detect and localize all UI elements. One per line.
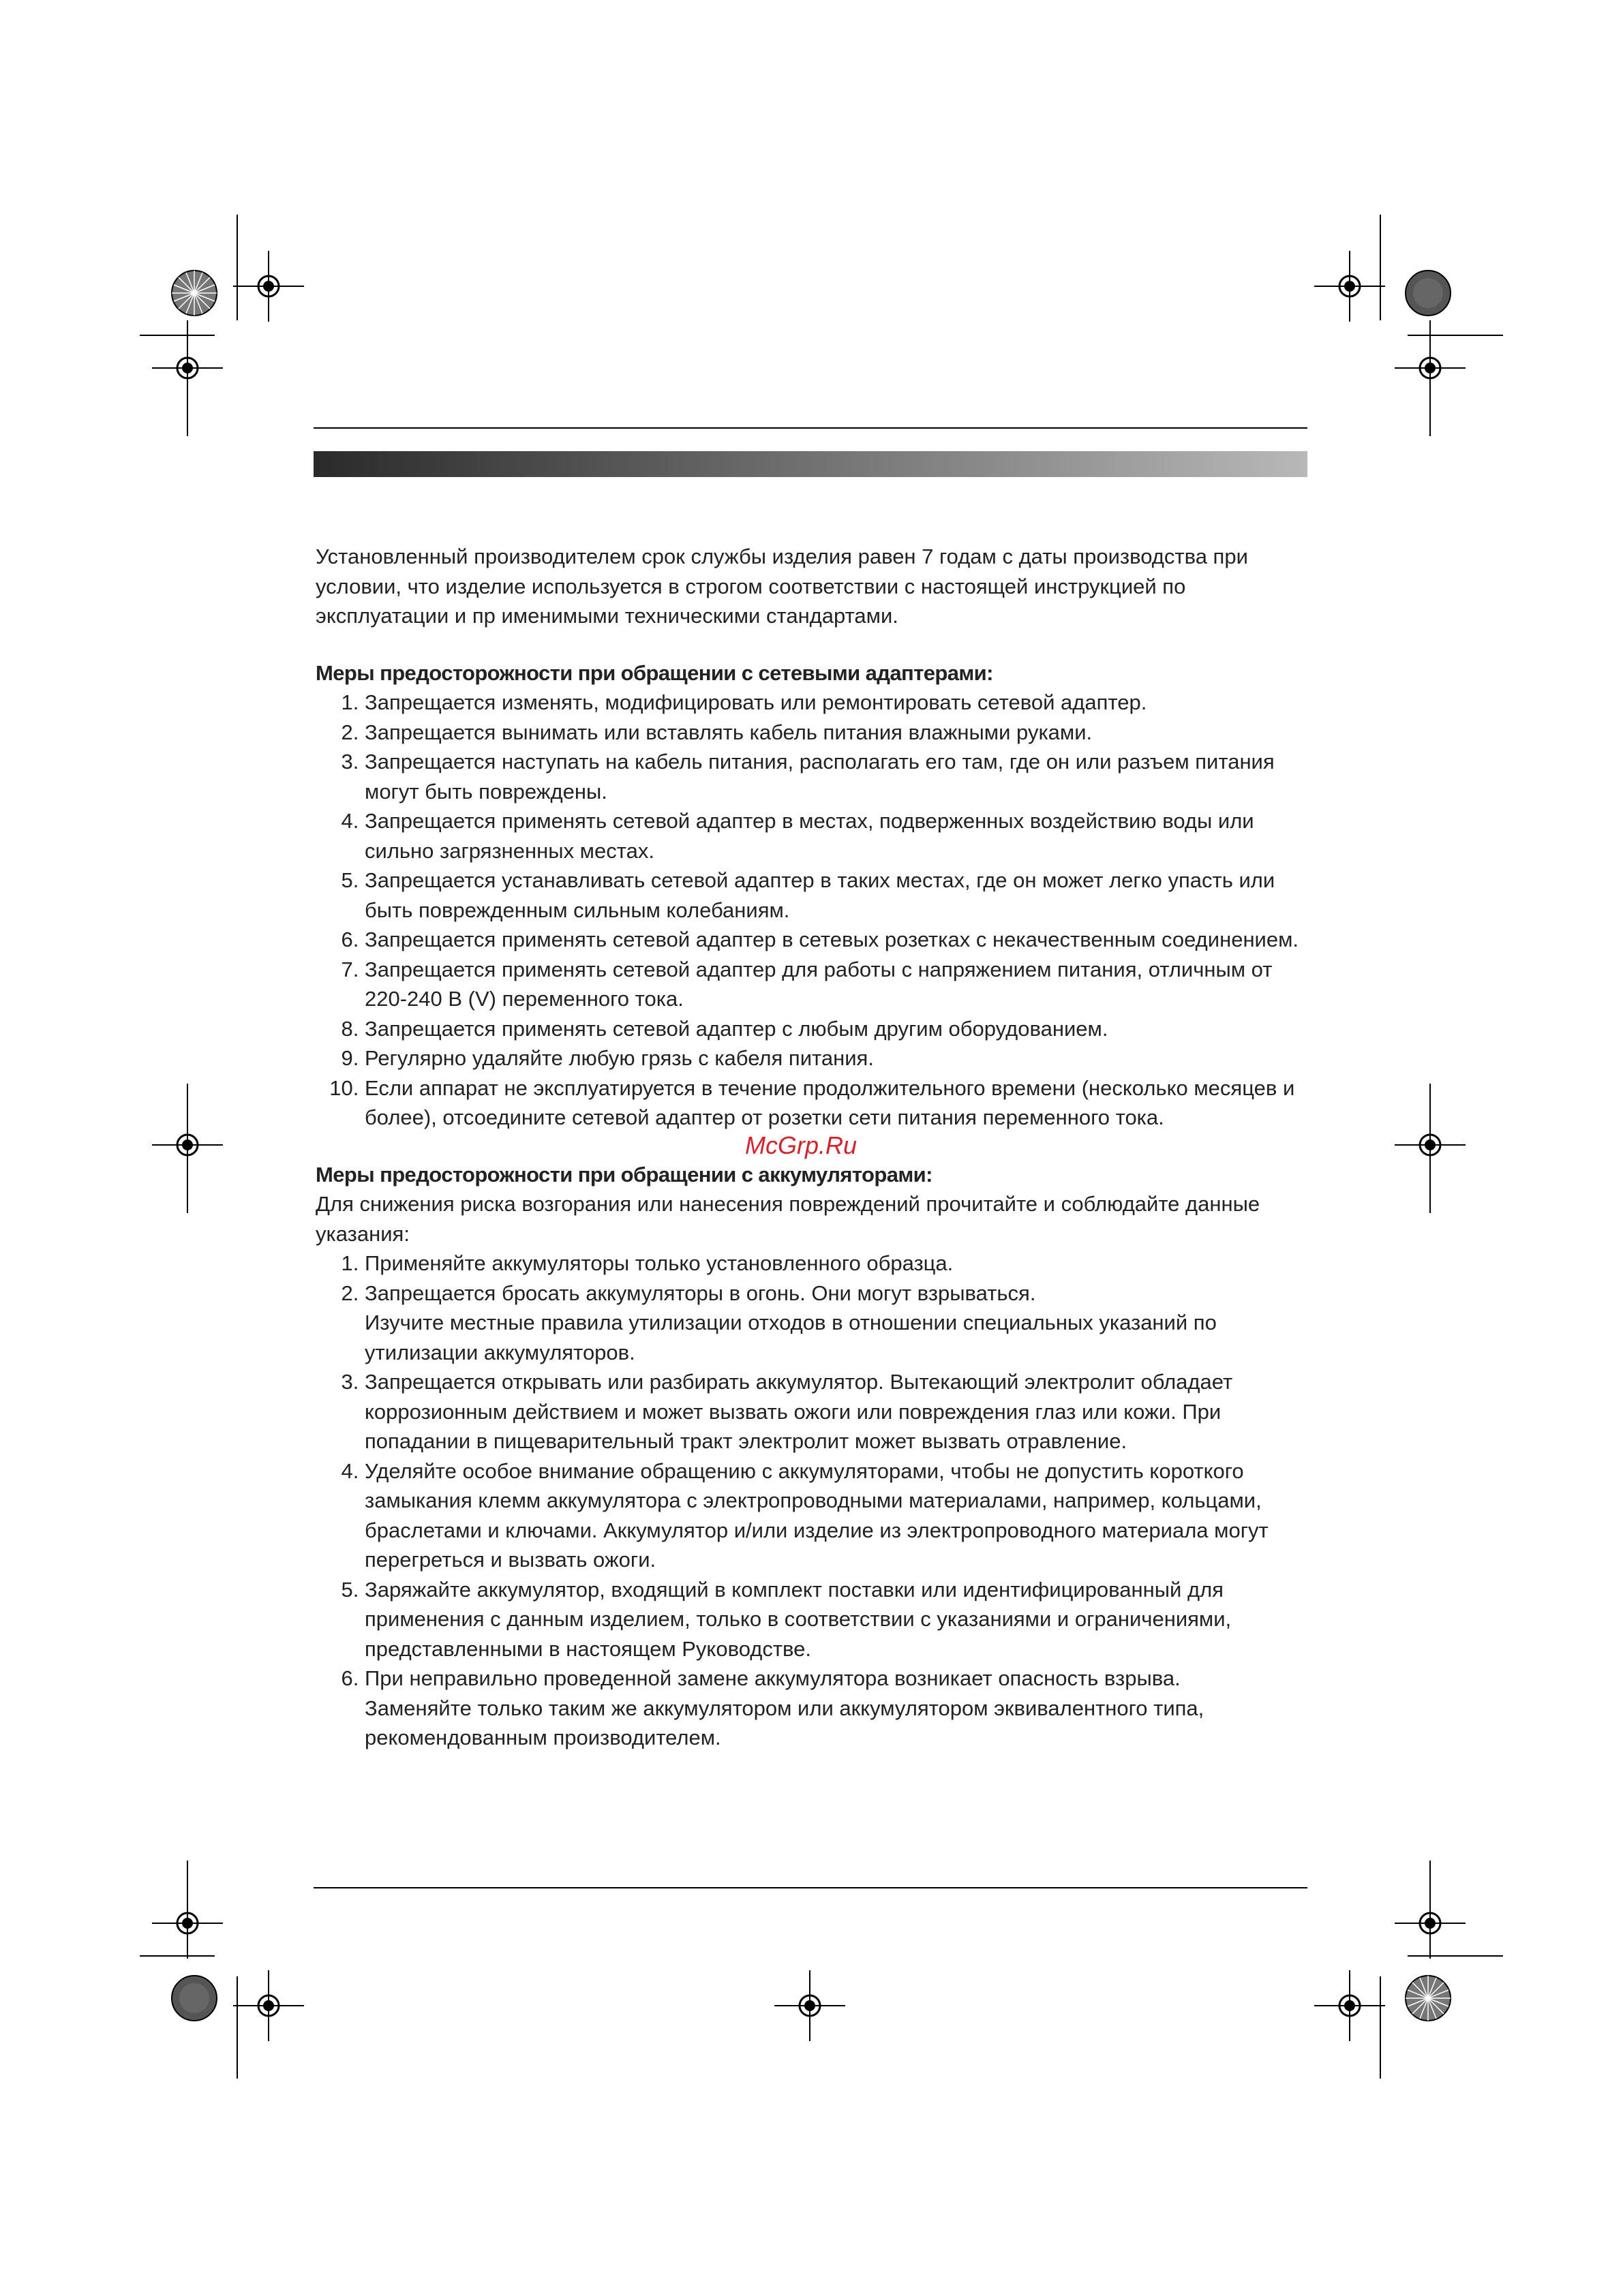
registration-mark bbox=[1314, 1970, 1385, 2041]
batteries-list bbox=[316, 1249, 1307, 1753]
list-item: 3. Запрещается наступать на кабель питания, располагать его там, где он или разъем питания могут быть повреждены. bbox=[365, 747, 1307, 806]
star-target bbox=[172, 271, 217, 316]
adapters-list bbox=[316, 688, 1307, 1133]
list-item: 9. Регулярно удаляйте любую грязь с кабеля питания. bbox=[365, 1043, 1307, 1073]
list-item: 5. Заряжайте аккумулятор, входящий в комплект поставки или идентифицированный для применения с данным изделием, только в соответствии с указаниями и ограничениями, представленными в настоящем Руководстве. bbox=[365, 1575, 1307, 1664]
list-item-text: Запрещается бросать аккумуляторы в огонь. Они могут взрываться. bbox=[365, 1281, 1036, 1305]
list-item: 5. Запрещается устанавливать сетевой адаптер в таких местах, где он может легко упасть или быть поврежденным сильным колебаниям. bbox=[365, 866, 1307, 925]
list-item: 4. Запрещается применять сетевой адаптер в местах, подверженных воздействию воды или сильно загрязненных местах. bbox=[365, 806, 1307, 866]
registration-mark bbox=[233, 1970, 304, 2041]
batteries-heading: Меры предосторожности при обращении с аккумуляторами: bbox=[316, 1162, 932, 1187]
disk-target bbox=[1406, 271, 1451, 316]
registration-mark bbox=[152, 333, 223, 403]
registration-mark bbox=[1395, 1888, 1466, 1959]
registration-mark bbox=[1314, 251, 1385, 322]
list-item: 7. Запрещается применять сетевой адаптер для работы с напряжением питания, отличным от 220-240 В (V) переменного тока. bbox=[365, 955, 1307, 1014]
list-item-text: При неправильно проведенной замене аккумулятора возникает опасность взрыва. bbox=[365, 1666, 1181, 1690]
registration-mark bbox=[152, 1888, 223, 1959]
list-item: 4. Уделяйте особое внимание обращению с аккумуляторами, чтобы не допустить короткого замыкания клемм аккумулятора с электропроводными материалами, например, кольцами, браслетами и ключами. Аккумулятор и/или изделие из электропроводного материала могут перегреться и вызвать ожоги. bbox=[365, 1456, 1307, 1575]
star-target bbox=[1406, 1976, 1451, 2021]
list-item: 8. Запрещается применять сетевой адаптер с любым другим оборудованием. bbox=[365, 1014, 1307, 1044]
registration-mark bbox=[1395, 1109, 1466, 1180]
watermark: McGrp.Ru bbox=[745, 1131, 858, 1159]
list-item-extra: Заменяйте только таким же аккумулятором или аккумулятором эквивалентного типа, рекомендованным производителем. bbox=[365, 1696, 1204, 1749]
intro-paragraph: Установленный производителем срок службы изделия равен 7 годам с даты производства при условии, что изделие используется в строгом соответствии с настоящей инструкцией по эксплуатации и пр именимыми техническими стандартами. bbox=[316, 545, 1248, 628]
registration-mark bbox=[152, 1109, 223, 1180]
header-band bbox=[314, 451, 1307, 477]
registration-mark bbox=[774, 1970, 845, 2041]
list-item: 6. Запрещается применять сетевой адаптер в сетевых розетках с некачественным соединением. bbox=[365, 925, 1307, 955]
list-item: 3. Запрещается открывать или разбирать аккумулятор. Вытекающий электролит обладает коррозионным действием и может вызвать ожоги или повреждения глаз или кожи. При попадании в пищеварительный тракт электролит может вызвать отравление. bbox=[365, 1367, 1307, 1456]
list-item: 1. Применяйте аккумуляторы только установленного образца. bbox=[365, 1249, 1307, 1279]
list-item: 2. Запрещается вынимать или вставлять кабель питания влажными руками. bbox=[365, 718, 1307, 748]
list-item bbox=[365, 1279, 1307, 1368]
disk-target bbox=[172, 1976, 217, 2021]
adapters-heading: Меры предосторожности при обращении с сетевыми адаптерами: bbox=[316, 660, 993, 685]
list-item: 10. Если аппарат не эксплуатируется в течение продолжительного времени (несколько месяцев и более), отсоедините сетевой адаптер от розетки сети питания переменного тока. bbox=[365, 1073, 1307, 1133]
list-item: 1. Запрещается изменять, модифицировать или ремонтировать сетевой адаптер. bbox=[365, 688, 1307, 718]
list-item bbox=[365, 1664, 1307, 1753]
registration-mark bbox=[233, 251, 304, 322]
registration-mark bbox=[1395, 333, 1466, 403]
batteries-intro: Для снижения риска возгорания или нанесения повреждений прочитайте и соблюдайте данные указания: bbox=[316, 1192, 1260, 1246]
list-item-extra: Изучите местные правила утилизации отходов в отношении специальных указаний по утилизации аккумуляторов. bbox=[365, 1311, 1217, 1364]
